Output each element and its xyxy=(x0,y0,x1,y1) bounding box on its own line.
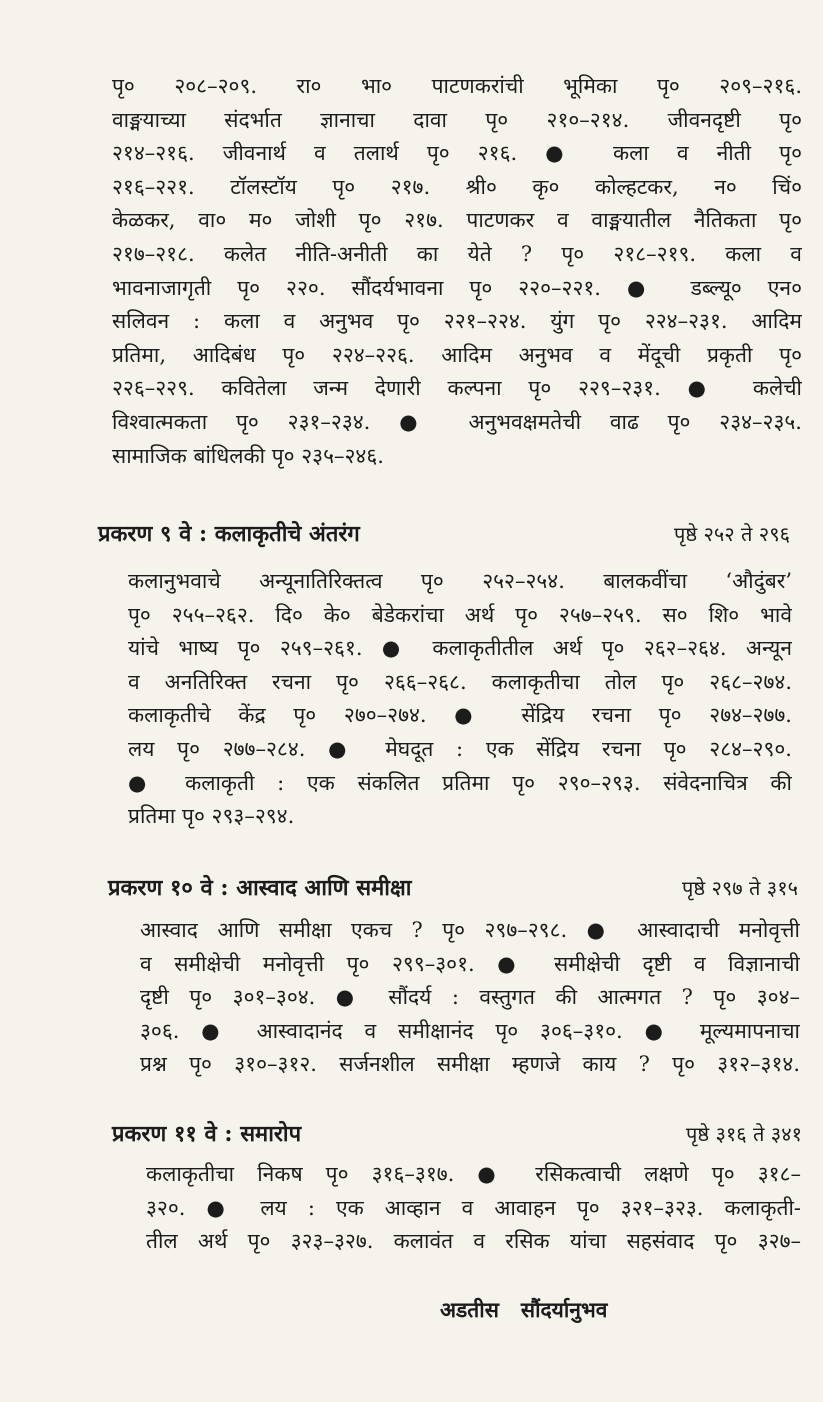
text-line: व समीक्षेची मनोवृत्ती पृ० २९९–३०१. ● समीक्षेची दृष्टी व विज्ञानाची xyxy=(140,951,800,976)
text-line: ३२०. ● लय : एक आव्हान व आवाहन पृ० ३२१–३२३. कलाकृती- xyxy=(146,1195,801,1220)
chapter-page-range: पृष्ठे २५२ ते २९६ xyxy=(673,522,790,546)
text-line: सामाजिक बांधिलकी पृ० २३५–२४६. xyxy=(112,443,384,468)
text-line: यांचे भाष्य पृ० २५९–२६१. ● कलाकृतीतील अर्थ पृ० २६२–२६४. अन्यून xyxy=(128,636,792,661)
page-number-label: अडतीस xyxy=(440,1297,499,1322)
text-line: २१६–२२१. टॉलस्टॉय पृ० २१७. श्री० कृ० कोल्हटकर, न० चिं० xyxy=(112,174,802,199)
text-line: सलिवन : कला व अनुभव पृ० २२१–२२४. युंग पृ० २२४–२३१. आदिम xyxy=(112,309,802,334)
text-line: भावनाजागृती पृ० २२०. सौंदर्यभावना पृ० २२०–२२१. ● डब्ल्यू० एन० xyxy=(112,275,802,300)
text-line: कलाकृतीचे केंद्र पृ० २७०–२७४. ● सेंद्रिय रचना पृ० २७४–२७७. xyxy=(128,703,792,728)
chapter-title: प्रकरण १० वे : आस्वाद आणि समीक्षा xyxy=(108,875,412,901)
text-line: प्रश्न पृ० ३१०–३१२. सर्जनशील समीक्षा म्हणजे काय ? पृ० ३१२–३१४. xyxy=(140,1052,800,1077)
text-line: कलाकृतीचा निकष पृ० ३१६–३१७. ● रसिकत्वाची लक्षणे पृ० ३१८– xyxy=(146,1162,801,1186)
text-line: प्रतिमा, आदिबंध पृ० २२४–२२६. आदिम अनुभव व मेंदूची प्रकृती पृ० xyxy=(112,342,802,367)
chapter-10-contents xyxy=(140,914,800,1082)
chapter-title: प्रकरण ११ वे : समारोप xyxy=(112,1121,302,1147)
intro-paragraph xyxy=(112,70,802,473)
text-line: लय पृ० २७७–२८४. ● मेघदूत : एक सेंद्रिय रचना पृ० २८४–२९०. xyxy=(128,736,792,761)
text-line: पृ० २५५–२६२. दि० के० बेडेकरांचा अर्थ पृ० २५७–२५९. स० शि० भावे xyxy=(128,602,792,627)
text-line: विश्वात्मकता पृ० २३१–२३४. ● अनुभवक्षमतेची वाढ पृ० २३४–२३५. xyxy=(112,409,802,434)
page-footer xyxy=(440,1296,607,1324)
text-line: २१४–२१६. जीवनार्थ व तलार्थ पृ० २१६. ● कला व नीती पृ० xyxy=(112,141,802,166)
text-line: पृ० २०८–२०९. रा० भा० पाटणकरांची भूमिका पृ० २०९–२१६. xyxy=(112,74,802,98)
text-line: वाङ्मयाच्या संदर्भात ज्ञानाचा दावा पृ० २१०–२१४. जीवनदृष्टी पृ० xyxy=(112,107,802,132)
text-line: आस्वाद आणि समीक्षा एकच ? पृ० २९७–२९८. ● आस्वादाची मनोवृत्ती xyxy=(140,918,800,942)
text-line: तील अर्थ पृ० ३२३–३२७. कलावंत व रसिक यांचा सहसंवाद पृ० ३२७– xyxy=(146,1229,801,1254)
text-line: २२६–२२९. कवितेला जन्म देणारी कल्पना पृ० २२९–२३१. ● कलेची xyxy=(112,376,802,401)
book-title: सौंदर्यानुभव xyxy=(520,1297,608,1322)
chapter-9-contents xyxy=(128,565,792,834)
chapter-9-heading xyxy=(98,518,790,548)
text-line: व अनतिरिक्त रचना पृ० २६६–२६८. कलाकृतीचा तोल पृ० २६८–२७४. xyxy=(128,669,792,694)
chapter-page-range: पृष्ठे ३१६ ते ३४१ xyxy=(685,1122,802,1146)
text-line: दृष्टी पृ० ३०१–३०४. ● सौंदर्य : वस्तुगत की आत्मगत ? पृ० ३०४– xyxy=(140,985,800,1010)
chapter-page-range: पृष्ठे २९७ ते ३१५ xyxy=(681,876,798,900)
chapter-11-contents xyxy=(146,1158,801,1259)
text-line: केळकर, वा० म० जोशी पृ० २१७. पाटणकर व वाङ्मयातील नैतिकता पृ० xyxy=(112,208,802,233)
text-line: ३०६. ● आस्वादानंद व समीक्षानंद पृ० ३०६–३१०. ● मूल्यमापनाचा xyxy=(140,1018,800,1043)
text-line: ● कलाकृती : एक संकलित प्रतिमा पृ० २९०–२९३. संवेदनाचित्र की xyxy=(128,770,792,795)
chapter-10-heading xyxy=(108,872,798,902)
chapter-11-heading xyxy=(112,1118,802,1148)
text-line: कलानुभवाचे अन्यूनातिरिक्तत्व पृ० २५२–२५४. बालकवींचा ‘औदुंबर’ xyxy=(128,569,792,593)
text-line: प्रतिमा पृ० २९३–२९४. xyxy=(128,804,295,829)
chapter-title: प्रकरण ९ वे : कलाकृतीचे अंतरंग xyxy=(98,521,360,547)
text-line: २१७–२१८. कलेत नीति-अनीती का येते ? पृ० २१८–२१९. कला व xyxy=(112,241,802,266)
